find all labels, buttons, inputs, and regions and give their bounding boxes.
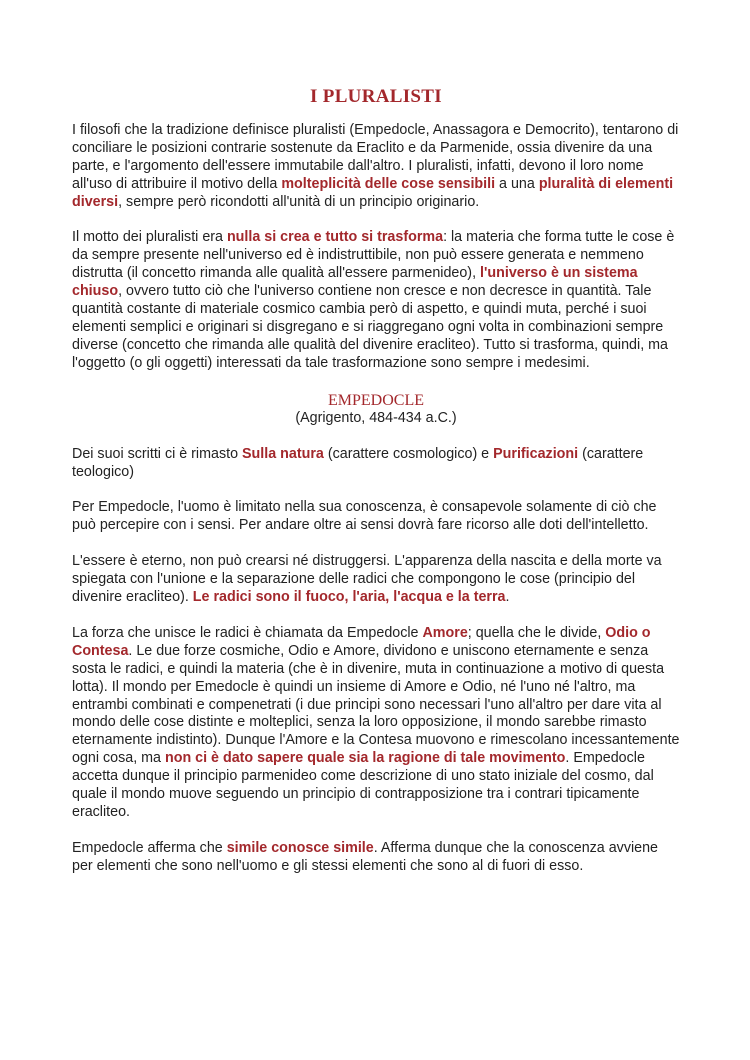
text-run: , sempre però ricondotti all'unità di un principio originario. — [118, 193, 480, 210]
text-run: La forza che unisce le radici è chiamata da Empedocle — [72, 624, 423, 641]
highlight-text: non ci è dato sapere quale sia la ragione di tale movimento — [164, 750, 566, 767]
text-run: Il motto dei pluralisti era — [72, 229, 227, 246]
motto-paragraph — [72, 229, 680, 372]
text-run: (carattere cosmologico) e — [323, 445, 494, 462]
text-run: L'essere è eterno, non può crearsi né distruggersi. L'apparenza della nascita e della morte va spiegata con l'unione e la separazione delle radici che compongono le cose (principio del divenire eracliteo). — [72, 553, 662, 606]
text-run: Per Empedocle, l'uomo è limitato nella sua conoscenza, è consapevole solamente di ciò che può percepire con i sensi. Per andare oltre ai sensi dovrà fare ricorso alle doti dell'intelletto. — [72, 499, 657, 534]
text-run: ; quella che le divide, — [467, 624, 606, 641]
highlight-text: molteplicità delle cose sensibili — [281, 175, 496, 192]
text-run: . Empedocle accetta dunque il principio parmenideo come descrizione di uno stato iniziale del cosmo, dal quale il mondo muove seguendo un principio di contrapposizione tra i contrari tipicamente eracliteo. — [72, 750, 654, 820]
text-run: Dei suoi scritti ci è rimasto — [72, 445, 243, 462]
highlight-text: Amore — [422, 624, 468, 641]
text-run: . — [505, 589, 510, 606]
intro-paragraph — [72, 122, 680, 212]
text-run: , ovvero tutto ciò che l'universo contiene non cresce e non decresce in quantità. Tale quantità costante di materiale cosmico cambia però di aspetto, e quindi muta, perché i suoi elementi semplici e originari si disgregano e si riaggregano ogni volta in combinazioni sempre diverse (concetto che rimanda alle qualità del divenire eracliteo). Tutto si trasforma, quindi, ma l'oggetto (o gli oggetti) interessati da tale trasformazione sono sempre i medesimi. — [72, 283, 668, 371]
highlight-text: simile conosce simile — [226, 839, 374, 856]
highlight-text: Purificazioni — [493, 445, 579, 462]
text-run: . Le due forze cosmiche, Odio e Amore, dividono e uniscono eternamente e senza sosta le radici, e quindi la materia (che è in divenire, muta in continuazione a motivo di questa lotta). Il mondo per Emedocle è quindi un insieme di Amore e Odio, né l'uno né l'altro, ma entrambi combinati e compenetrati (i due principi sono necessari l'uno all'altro per dare vita al mondo delle cose distinte e molteplici, senza la loro opposizione, il mondo sarebbe rimasto eternamente indistinto). Dunque l'Amore e la Contesa muovono e rimescolano incessantemente ogni cosa, ma — [72, 642, 680, 767]
similar-paragraph — [72, 840, 680, 876]
highlight-text: nulla si crea e tutto si trasforma — [226, 229, 444, 246]
forces-paragraph — [72, 625, 680, 822]
highlight-text: Sulla natura — [242, 445, 324, 462]
section-subheading: (Agrigento, 484-434 a.C.) — [295, 409, 457, 426]
writings-paragraph — [72, 446, 680, 482]
section-heading: EMPEDOCLE — [328, 391, 424, 409]
text-run: I filosofi che la tradizione definisce pluralisti (Empedocle, Anassagora e Democrito), tentarono di conciliare le posizioni contrarie sostenute da Eraclito e da Parmenide, ossia divenire da una parte, e l'argomento dell'essere immutabile dall'altro. I pluralisti, infatti, devono il loro nome all'uso di attribuire il motivo della — [72, 121, 679, 192]
knowledge-paragraph — [72, 499, 680, 535]
highlight-text: Le radici sono il fuoco, l'aria, l'acqua e la terra — [192, 589, 506, 606]
highlight-text: l'universo è un sistema chiuso — [72, 265, 638, 300]
text-run: : la materia che forma tutte le cose è da sempre presente nell'universo ed è indistruttibile, non può essere generata e nemmeno distrutta (il concetto rimanda alle qualità all'essere parmenideo), — [72, 229, 675, 282]
text-run: a una — [495, 175, 539, 192]
text-run: Empedocle afferma che — [72, 839, 227, 856]
text-run: . Afferma dunque che la conoscenza avviene per elementi che sono nell'uomo e gli stessi elementi che sono al di fuori di esso. — [72, 839, 659, 874]
page-title: I PLURALISTI — [310, 86, 442, 107]
text-run: (carattere teologico) — [72, 445, 644, 480]
being-paragraph — [72, 553, 680, 607]
highlight-text: Odio o Contesa — [72, 624, 651, 659]
highlight-text: pluralità di elementi diversi — [72, 175, 674, 210]
